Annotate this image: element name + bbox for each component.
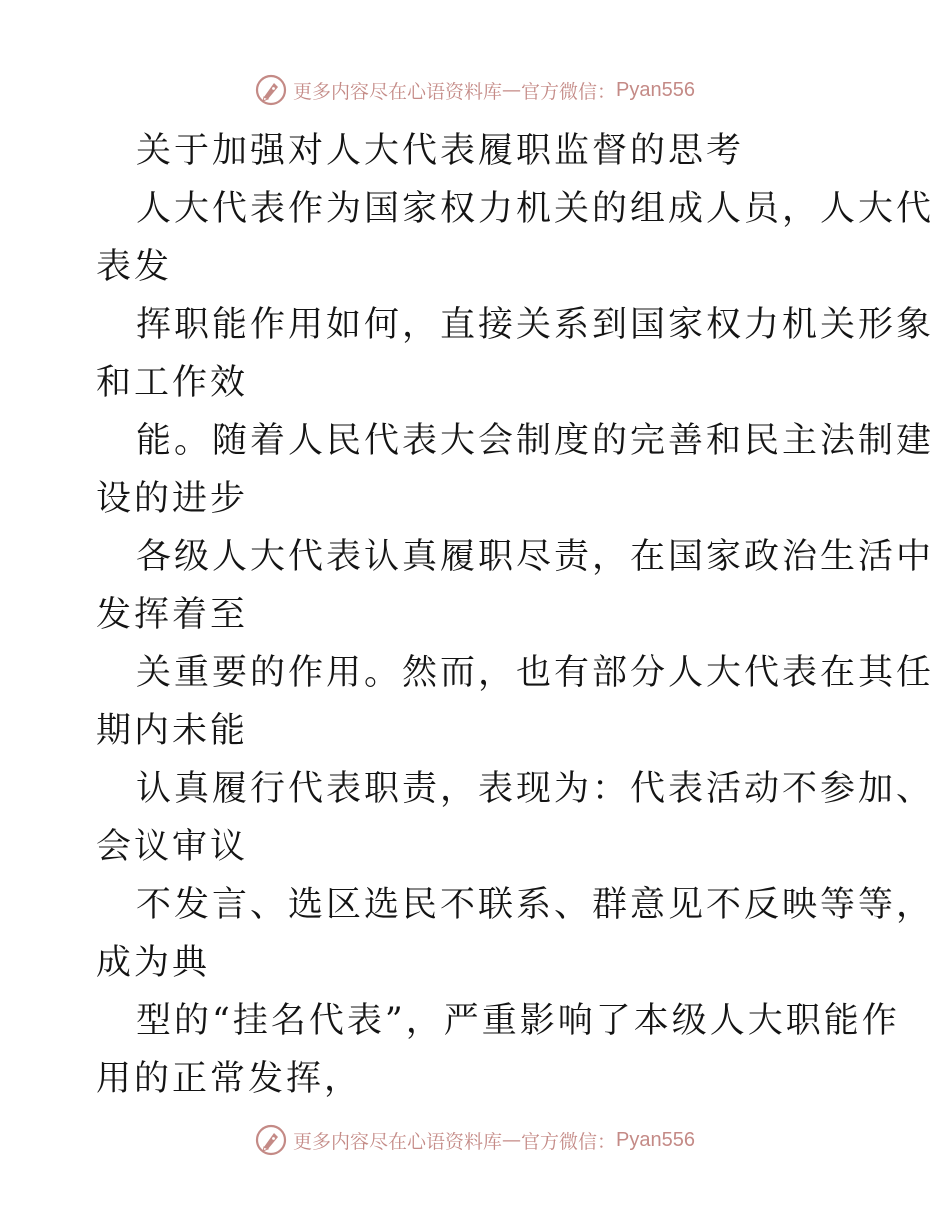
- banner-account: Pyan556: [616, 78, 695, 101]
- paragraph-line: 表发: [96, 247, 173, 287]
- banner-wechat-label: 官方微信：: [521, 80, 617, 103]
- paragraph-line: 用的正常发挥，: [96, 1059, 363, 1099]
- pen-nib-logo-icon: [255, 74, 287, 106]
- pen-nib-logo-icon: [255, 1124, 287, 1156]
- banner-dash: —: [502, 1129, 522, 1151]
- paragraph-line: 关重要的作用。然而，也有部分人大代表在其任: [136, 653, 935, 693]
- paragraph-line: 人大代表作为国家权力机关的组成人员，人大代: [136, 189, 935, 229]
- footer-watermark-banner: [0, 1120, 950, 1160]
- banner-brand-text: 更多内容尽在心语资料库: [293, 1130, 503, 1153]
- banner-account: Pyan556: [616, 1128, 695, 1151]
- banner-brand-text: 更多内容尽在心语资料库: [293, 80, 503, 103]
- banner-dash: —: [502, 79, 522, 101]
- paragraph-line: 成为典: [96, 943, 211, 983]
- paragraph-line: 各级人大代表认真履职尽责，在国家政治生活中: [136, 537, 935, 577]
- document-title: 关于加强对人大代表履职监督的思考: [136, 131, 745, 171]
- paragraph-line: 能。随着人民代表大会制度的完善和民主法制建: [136, 421, 935, 461]
- paragraph-line: 挥职能作用如何，直接关系到国家权力机关形象: [136, 305, 935, 345]
- banner-wechat-label: 官方微信：: [521, 1130, 617, 1153]
- paragraph-line: 不发言、选区选民不联系、群意见不反映等等，: [136, 885, 935, 925]
- paragraph-line: 认真履行代表职责，表现为：代表活动不参加、: [136, 769, 935, 809]
- paragraph-line: 设的进步: [96, 479, 249, 519]
- paragraph-line: 发挥着至: [96, 595, 249, 635]
- header-watermark-banner: [0, 70, 950, 110]
- paragraph-line: 和工作效: [96, 363, 249, 403]
- paragraph-line: 期内未能: [96, 711, 249, 751]
- paragraph-line: 型的“挂名代表”，严重影响了本级人大职能作: [136, 1001, 900, 1041]
- document-body: [96, 122, 935, 1108]
- paragraph-line: 会议审议: [96, 827, 249, 867]
